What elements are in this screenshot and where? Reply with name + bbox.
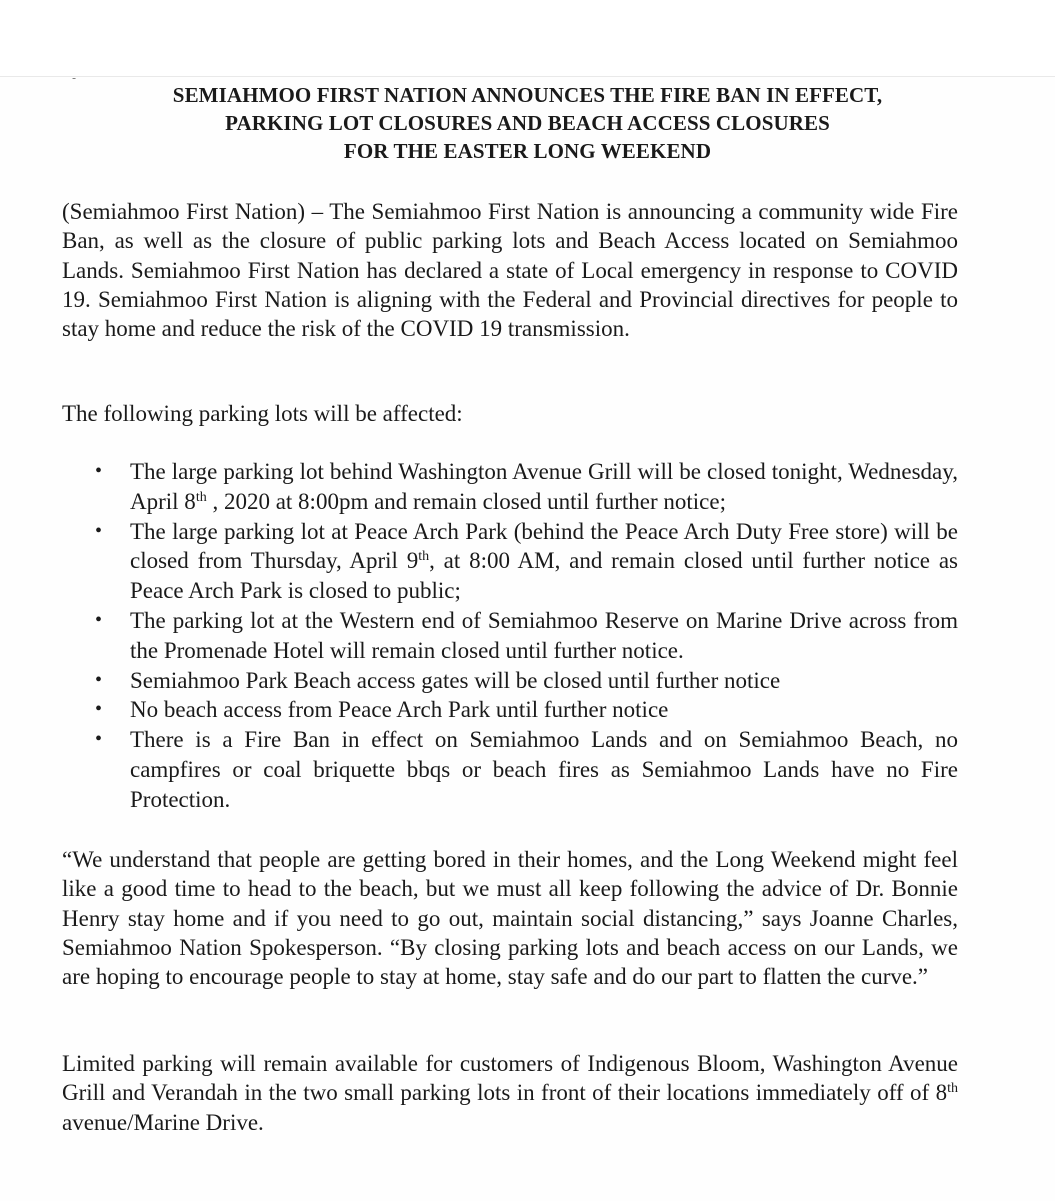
bullet-marker: • bbox=[95, 519, 103, 542]
list-item: • No beach access from Peace Arch Park until further notice bbox=[62, 695, 958, 725]
list-item: • The large parking lot at Peace Arch Park (behind the Peace Arch Duty Free store) will be closed from Thursday, April 9th, at 8:00 AM, and remain closed until further notice as Peace Arch Park is closed to public; bbox=[95, 518, 958, 604]
title-line-3: FOR THE EASTER LONG WEEKEND bbox=[343, 139, 712, 163]
list-item: • Semiahmoo Park Beach access gates will be closed until further notice bbox=[62, 666, 958, 696]
closure-list bbox=[62, 457, 958, 815]
top-margin bbox=[0, 0, 1055, 76]
title-line-2: PARKING LOT CLOSURES AND BEACH ACCESS CLOSURES bbox=[225, 111, 830, 135]
bullet-marker: • bbox=[95, 698, 103, 721]
bullet-marker: • bbox=[95, 608, 103, 631]
bullet-marker: • bbox=[95, 728, 103, 751]
list-item: • The parking lot at the Western end of Semiahmoo Reserve on Marine Drive across from the Promenade Hotel will remain closed until further notice. bbox=[95, 607, 958, 663]
page-title bbox=[0, 81, 1055, 165]
list-item: • The large parking lot behind Washington Avenue Grill will be closed tonight, Wednesday, April 8th , 2020 at 8:00pm and remain closed until further notice; bbox=[95, 459, 958, 514]
list-item: • There is a Fire Ban in effect on Semiahmoo Lands and on Semiahmoo Beach, no campfires or coal briquette bbqs or beach fires as Semiahmoo Lands have no Fire Protection. bbox=[95, 727, 958, 812]
limited-parking-paragraph: Limited parking will remain available for customers of Indigenous Bloom, Washington Avenue Grill and Verandah in the two small parking lots in front of their locations immediately off of 8th avenue/Marine Drive. bbox=[62, 1051, 958, 1135]
list-lead: The following parking lots will be affected: bbox=[62, 401, 463, 426]
bullet-marker: • bbox=[95, 460, 103, 482]
press-release-page bbox=[0, 71, 1055, 1201]
title-line-1: SEMIAHMOO FIRST NATION ANNOUNCES THE FIRE BAN IN EFFECT, bbox=[172, 83, 883, 107]
page-mark: - bbox=[72, 71, 77, 85]
bullet-marker: • bbox=[95, 668, 103, 691]
quote-paragraph: “We understand that people are getting bored in their homes, and the Long Weekend might feel like a good time to head to the beach, but we must all keep following the advice of Dr. Bonnie Henry stay home and if you need to go out, maintain social distancing,” says Joanne Charles, Semiahmoo Nation Spokesperson. “By closing parking lots and beach access on our Lands, we are hoping to encourage people to stay at home, stay safe and do our part to flatten the curve.” bbox=[62, 847, 958, 990]
intro-paragraph: (Semiahmoo First Nation) – The Semiahmoo First Nation is announcing a community wide Fire Ban, as well as the closure of public parking lots and Beach Access located on Semiahmoo Lands. Semiahmoo First Nation has declared a state of Local emergency in response to COVID 19. Semiahmoo First Nation is aligning with the Federal and Provincial directives for people to stay home and reduce the risk of the COVID 19 transmission. bbox=[62, 199, 958, 342]
